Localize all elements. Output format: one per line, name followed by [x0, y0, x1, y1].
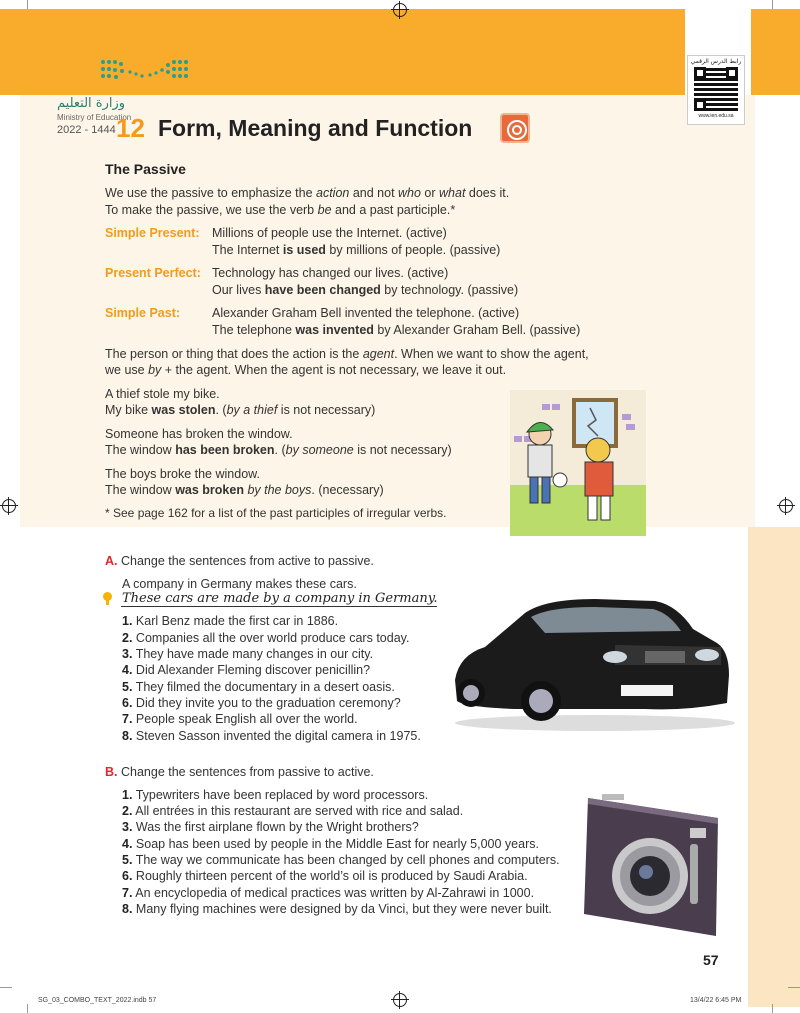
tense-active-example: Millions of people use the Internet. (active)	[212, 226, 447, 240]
exercise-a-item: 1. Karl Benz made the first car in 1886.	[122, 614, 339, 628]
section-heading: The Passive	[105, 161, 186, 177]
example-passive: My bike was stolen. (by a thief is not necessary)	[105, 403, 376, 417]
exercise-a-item: 7. People speak English all over the world.	[122, 712, 358, 726]
example-active: The boys broke the window.	[105, 467, 260, 481]
exercise-b-item: 3. Was the first airplane flown by the Wright brothers?	[122, 820, 419, 834]
exercise-a-item: 3. They have made many changes in our city.	[122, 647, 374, 661]
audio-spiral-icon[interactable]	[500, 113, 530, 143]
qr-url: www.ien.edu.sa	[698, 113, 734, 119]
crop-mark	[788, 987, 800, 988]
tense-label: Simple Present:	[105, 226, 200, 240]
example-passive: The window was broken by the boys. (necessary)	[105, 483, 384, 497]
exercise-a-item: 6. Did they invite you to the graduation ceremony?	[122, 696, 401, 710]
academic-year: 2022 - 1444	[57, 124, 116, 136]
example-active: Someone has broken the window.	[105, 427, 293, 441]
exercise-a-item: 5. They filmed the documentary in a desert oasis.	[122, 680, 395, 694]
tense-active-example: Alexander Graham Bell invented the telephone. (active)	[212, 306, 520, 320]
answer-line	[121, 606, 437, 607]
registration-mark-right	[779, 499, 793, 513]
boys-broken-window-illustration	[510, 390, 646, 536]
digital-lesson-qr[interactable]	[687, 55, 745, 125]
agent-line-1: The person or thing that does the action is the agent. When we want to show the agent,	[105, 347, 589, 361]
ministry-name-english: Ministry of Education	[57, 113, 132, 122]
footnote: * See page 162 for a list of the past participles of irregular verbs.	[105, 506, 447, 520]
exercise-a-item: 4. Did Alexander Fleming discover penicillin?	[122, 663, 371, 677]
exercise-b-item: 1. Typewriters have been replaced by word processors.	[122, 788, 429, 802]
qr-label: رابط الدرس الرقمي	[690, 58, 742, 65]
intro-line-2: To make the passive, we use the verb be and a past participle.*	[105, 203, 456, 217]
registration-mark-bottom	[393, 993, 407, 1007]
tense-label: Present Perfect:	[105, 266, 201, 280]
crop-mark	[772, 1004, 773, 1013]
unit-number: 12	[116, 113, 145, 143]
exercise-a-model: A company in Germany makes these cars.	[122, 577, 357, 591]
side-strip	[748, 527, 800, 1007]
registration-mark-left	[2, 499, 16, 513]
exercise-b-item: 7. An encyclopedia of medical practices was written by Al-Zahrawi in 1000.	[122, 886, 535, 900]
example-passive: The window has been broken. (by someone is not necessary)	[105, 443, 452, 457]
ministry-logo-icon	[100, 57, 190, 83]
black-sedan-car-image	[445, 585, 735, 735]
page-title: Form, Meaning and Function	[158, 115, 473, 141]
tense-passive-example: The telephone was invented by Alexander Graham Bell. (passive)	[212, 323, 581, 337]
print-date: 13/4/22 6:45 PM	[690, 997, 742, 1004]
registration-mark-top	[393, 3, 407, 17]
ministry-name-arabic: وزارة التعليم	[57, 96, 126, 111]
exercise-b-item: 8. Many flying machines were designed by da Vinci, but they were never built.	[122, 902, 552, 916]
exercise-b-item: 2. All entrées in this restaurant are served with rice and salad.	[122, 804, 464, 818]
example-active: A thief stole my bike.	[105, 387, 220, 401]
exercise-b-instruction: B. Change the sentences from passive to active.	[105, 765, 374, 779]
crop-mark	[772, 0, 773, 9]
qr-code-icon	[694, 67, 738, 111]
tense-passive-example: Our lives have been changed by technology. (passive)	[212, 283, 519, 297]
exercise-a-answer: These cars are made by a company in Germany.	[122, 591, 438, 606]
exercise-a-item: 8. Steven Sasson invented the digital camera in 1975.	[122, 729, 421, 743]
digital-camera-image	[578, 788, 726, 938]
exercise-b-item: 4. Soap has been used by people in the Middle East for nearly 5,000 years.	[122, 837, 539, 851]
intro-line-1: We use the passive to emphasize the action and not who or what does it.	[105, 186, 510, 200]
exercise-b-item: 6. Roughly thirteen percent of the world’s oil is produced by Saudi Arabia.	[122, 869, 528, 883]
tense-passive-example: The Internet is used by millions of people. (passive)	[212, 243, 501, 257]
crop-mark	[0, 987, 12, 988]
crop-mark	[27, 1004, 28, 1013]
page-number: 57	[703, 952, 719, 968]
exercise-b-item: 5. The way we communicate has been changed by cell phones and computers.	[122, 853, 560, 867]
tip-lightbulb-icon	[103, 592, 112, 606]
agent-line-2: we use by + the agent. When the agent is not necessary, we leave it out.	[105, 363, 507, 377]
exercise-a-item: 2. Companies all the over world produce cars today.	[122, 631, 410, 645]
exercise-a-instruction: A. Change the sentences from active to passive.	[105, 554, 374, 568]
print-file-info: SG_03_COMBO_TEXT_2022.indb 57	[38, 997, 157, 1004]
tense-label: Simple Past:	[105, 306, 181, 320]
tense-active-example: Technology has changed our lives. (active)	[212, 266, 449, 280]
crop-mark	[27, 0, 28, 9]
